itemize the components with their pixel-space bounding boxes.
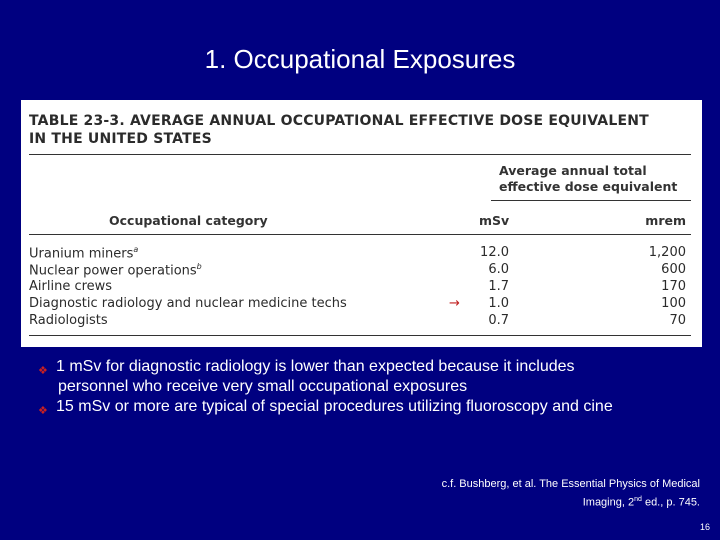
table-title-line1: TABLE 23-3. AVERAGE ANNUAL OCCUPATIONAL EFFECTIVE DOSE EQUIVALENT bbox=[29, 113, 649, 129]
bullet-item bbox=[38, 357, 708, 397]
col-header-category: Occupational category bbox=[109, 213, 268, 228]
table-top-rule bbox=[29, 154, 691, 155]
col-header-msv: mSv bbox=[479, 213, 510, 228]
row-category: Nuclear power operations$^b$ bbox=[29, 262, 202, 279]
group-header-rule bbox=[491, 200, 691, 201]
group-header bbox=[499, 163, 689, 195]
row-msv: 6.0 bbox=[488, 262, 509, 277]
row-msv: 12.0 bbox=[480, 245, 509, 260]
row-category: Uranium miners$^a$ bbox=[29, 245, 139, 262]
row-category: Airline crews bbox=[29, 279, 113, 294]
page-number: 16 bbox=[699, 522, 710, 532]
citation bbox=[360, 476, 700, 511]
table-bottom-rule bbox=[29, 335, 691, 336]
row-msv: 1.0 bbox=[488, 296, 509, 311]
citation-line2: Imaging, 2nd ed., p. 745. bbox=[582, 496, 700, 509]
slide-title: 1. Occupational Exposures bbox=[204, 44, 516, 74]
bullet-list bbox=[38, 357, 708, 417]
group-header-line1: Average annual total bbox=[499, 163, 647, 178]
bullet-text-line1: 1 mSv for diagnostic radiology is lower than expected because it includes bbox=[56, 358, 575, 375]
group-header-line2: effective dose equivalent bbox=[499, 179, 678, 194]
row-mrem: 100 bbox=[661, 296, 686, 311]
row-msv: 1.7 bbox=[488, 279, 509, 294]
row-msv: 0.7 bbox=[488, 313, 509, 328]
highlight-arrow-icon: → bbox=[449, 296, 460, 311]
citation-line1: c.f. Bushberg, et al. The Essential Physics of Medical bbox=[441, 478, 700, 490]
row-mrem: 1,200 bbox=[648, 245, 686, 260]
table-row bbox=[29, 262, 689, 278]
diamond-bullet-icon: ❖ bbox=[38, 405, 48, 417]
dose-table bbox=[21, 100, 702, 347]
table-row bbox=[29, 296, 689, 312]
diamond-bullet-icon: ❖ bbox=[38, 365, 48, 377]
bullet-text-line1: 15 mSv or more are typical of special procedures utilizing fluoroscopy and cine bbox=[56, 398, 613, 415]
table-title-line2: IN THE UNITED STATES bbox=[29, 131, 212, 147]
row-mrem: 170 bbox=[661, 279, 686, 294]
table-row bbox=[29, 313, 689, 329]
row-category: Radiologists bbox=[29, 313, 108, 328]
row-mrem: 70 bbox=[669, 313, 686, 328]
bullet-item bbox=[38, 397, 708, 417]
table-title bbox=[29, 112, 699, 148]
bullet-text-line2: personnel who receive very small occupational exposures bbox=[58, 378, 468, 395]
header-rule bbox=[29, 234, 691, 235]
table-row bbox=[29, 279, 689, 295]
row-mrem: 600 bbox=[661, 262, 686, 277]
table-row bbox=[29, 245, 689, 261]
row-category: Diagnostic radiology and nuclear medicine techs bbox=[29, 296, 347, 311]
col-header-mrem: mrem bbox=[645, 213, 686, 228]
